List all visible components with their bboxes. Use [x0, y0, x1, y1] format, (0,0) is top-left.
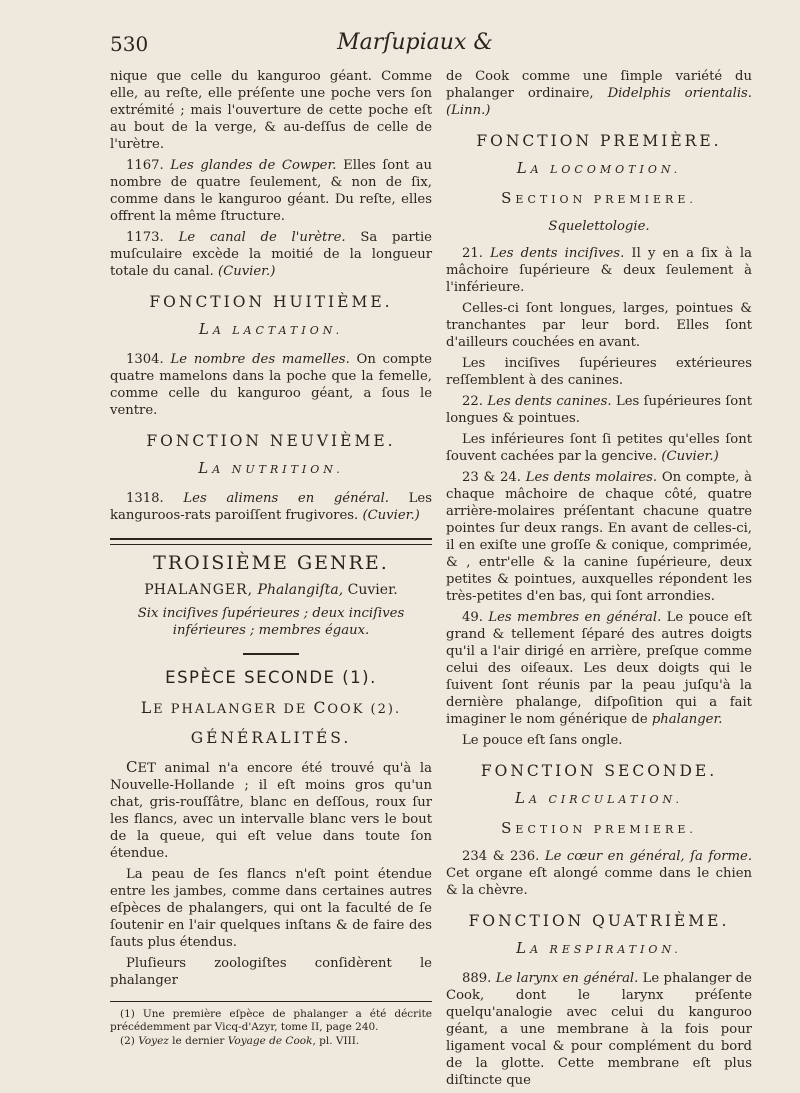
- genre-name-rest: HALANGER,: [153, 582, 254, 598]
- genre-description: Six inciſives ſupérieures ; deux inciſives inférieures ; membres égaux.: [137, 606, 405, 638]
- right-column: [446, 68, 752, 1093]
- fonction-heading: FONCTION SECONDE.: [480, 762, 718, 780]
- article-number: 49.: [462, 610, 483, 625]
- section-heading: [446, 820, 752, 838]
- genre-author: Cuvier.: [347, 582, 398, 598]
- subheading-rest: A LACTATION.: [212, 324, 344, 337]
- article-title: Les glandes de Cowper.: [170, 158, 337, 173]
- article-number: 23 & 24.: [462, 470, 521, 485]
- subheading-rest: A LOCOMOTION.: [530, 163, 682, 176]
- article-text: Sa partie muſculaire excède la moitié de la longueur totale du canal.: [110, 230, 432, 279]
- subheading-rest: A RESPIRATION.: [530, 943, 682, 956]
- genre-heading: TROISIÈME GENRE.: [153, 552, 389, 574]
- article-title: Les dents canines.: [487, 394, 612, 409]
- section-heading: [446, 190, 752, 208]
- section-rest: ECTION PREMIERE.: [515, 823, 697, 836]
- left-column: [110, 68, 432, 1049]
- subheading-cap: L: [516, 939, 531, 957]
- function-subheading: [110, 321, 432, 339]
- paragraph: [110, 351, 432, 419]
- citation: (Cuvier.): [362, 508, 420, 523]
- genre-latin-name: Phalangiſta,: [257, 582, 344, 598]
- paragraph: [110, 490, 432, 524]
- latin-name: Didelphis orientalis.: [607, 86, 753, 101]
- section-rule: [110, 538, 432, 545]
- running-head: [110, 26, 720, 56]
- article-title: Les dents molaires.: [525, 470, 658, 485]
- paragraph-text: Les inférieures ſont ſi petites qu'elles ſont ſouvent cachées par la gencive.: [446, 432, 752, 464]
- article-number: 1173.: [126, 230, 164, 245]
- footnote-text: Voyez: [138, 1035, 169, 1047]
- article-number: 1318.: [126, 491, 164, 506]
- section-cap: S: [501, 819, 516, 837]
- short-rule: [243, 653, 299, 655]
- title-rest: OOK (2).: [327, 702, 402, 717]
- article-title: Le nombre des mamelles.: [170, 352, 350, 367]
- article-text: Il y en a ſix à la mâchoire ſupérieure & deux ſeulement à l'inférieure.: [446, 246, 752, 295]
- latin-name: phalanger.: [651, 712, 723, 727]
- paragraph: [110, 759, 432, 862]
- article-text: Le pouce eſt grand & tellement ſéparé des autres doigts qu'il a l'air dirigé en arrière, preſque comme celui des oiſeaux. Les deux doigts qui le ſuivent ſont réunis par la peau juſqu'à la dernière phalange, diſpoſition qui a fait imaginer le nom générique de: [446, 610, 752, 727]
- article-text: On compte, à chaque mâchoire de chaque côté, quatre arrière-molaires préſentant chacune quatre pointes ſur deux rangs. En avant de celles-ci, il en exiſte une groſſe & conique, comprimée, & , entr'elle & la canine ſupérieure, deux petites & pointues, auxquelles répondent les très-petites d'en bas, qui ſont arrondies.: [446, 470, 752, 604]
- running-title: Marſupiaux &: [337, 30, 493, 55]
- article-text: Les ſupérieures ſont longues & pointues.: [446, 394, 752, 426]
- article-number: 22.: [462, 394, 483, 409]
- paragraph: Les inciſives ſupérieures extérieures reſſemblent à des canines.: [446, 356, 752, 388]
- fonction-heading: FONCTION QUATRIÈME.: [468, 912, 730, 930]
- article-text: Cet organe eſt alongé comme dans le chien & la chèvre.: [446, 866, 752, 898]
- subheading-cap: L: [516, 159, 531, 177]
- footnote: [110, 1035, 432, 1048]
- article-number: 889.: [462, 971, 492, 986]
- article-text: On compte quatre mamelons dans la poche que la femelle, comme celle du kanguroo géant, a ſous le ventre.: [110, 352, 432, 418]
- footnote-text: le dernier: [168, 1035, 228, 1047]
- subheading-rest: A NUTRITION.: [212, 463, 344, 476]
- paragraph: [446, 469, 752, 605]
- footnote: (1) Une première eſpèce de phalanger a été décrite précédemment par Vicq-d'Azyr, tome II, page 240.: [110, 1008, 432, 1033]
- citation: (Cuvier.): [661, 449, 719, 464]
- title-cap: L: [140, 699, 154, 717]
- paragraph: Celles-ci ſont longues, larges, pointues & tranchantes par leur bord. Elles ſont d'ailleurs couchées en avant.: [446, 301, 752, 350]
- paragraph: [446, 609, 752, 728]
- subsection-heading: Squelettologie.: [548, 219, 650, 234]
- footnote-text: Voyage de Cook: [227, 1035, 313, 1047]
- footnote-rule: [110, 1001, 432, 1002]
- espece-heading: ESPÈCE SECONDE (1).: [165, 668, 377, 687]
- section-cap: S: [501, 189, 516, 207]
- subheading-cap: L: [198, 459, 213, 477]
- article-title: Le cœur en général, ſa forme.: [544, 849, 753, 864]
- section-rest: ECTION PREMIERE.: [515, 193, 697, 206]
- function-subheading: [446, 790, 752, 808]
- paragraph: [446, 245, 752, 296]
- paragraph: [446, 970, 752, 1089]
- article-number: 21.: [462, 246, 483, 261]
- article-number: 1167.: [126, 158, 164, 173]
- article-title: Les alimens en général.: [183, 491, 389, 506]
- paragraph: [110, 229, 432, 280]
- article-title: Le canal de l'urètre.: [178, 230, 346, 245]
- function-subheading: [446, 940, 752, 958]
- article-title: Les membres en général.: [488, 610, 662, 625]
- footnote-text: , pl. VIII.: [312, 1035, 360, 1047]
- genre-name: [110, 582, 432, 599]
- species-title: [110, 700, 432, 718]
- article-text: Le phalanger de Cook, dont le larynx préſente quelqu'analogie avec celui du kanguroo géant, a une membrane à la fois pour ligament vocal & pour complément du bord de la glotte. Cette membrane eſt plus diſtincte que: [446, 971, 752, 1088]
- article-text: Les kanguroos-rats paroiſſent frugivores.: [110, 491, 432, 523]
- footnote-marker: (2): [120, 1035, 139, 1047]
- subheading-cap: L: [515, 789, 530, 807]
- initial-cap: C: [126, 758, 138, 776]
- paragraph: [446, 431, 752, 465]
- article-text: Elles ſont au nombre de quatre ſeulement, & non de ſix, comme dans le kanguroo géant. Du reſte, elles offrent la même ſtructure.: [110, 158, 432, 224]
- paragraph: La peau de ſes flancs n'eſt point étendue entre les jambes, comme dans certaines autres eſpèces de phalangers, qui ont la faculté de ſe ſoutenir en l'air quelques inſtans & de faire des ſauts plus étendus.: [110, 867, 432, 950]
- fonction-heading: FONCTION NEUVIÈME.: [146, 432, 396, 450]
- paragraph: Le pouce eſt ſans ongle.: [462, 733, 623, 748]
- citation: (Linn.): [446, 103, 491, 118]
- paragraph: Pluſieurs zoologiſtes conſidèrent le phalanger: [110, 956, 432, 988]
- fonction-heading: FONCTION HUITIÈME.: [149, 293, 393, 311]
- article-title: Le larynx en général.: [495, 971, 639, 986]
- paragraph-text: ET animal n'a encore été trouvé qu'à la Nouvelle-Hollande ; il eſt moins gros qu'un chat, gris-rouſſâtre, blanc en deſſous, roux ſur les flancs, avec un intervalle blanc vers le bout de la queue, qui eſt velue dans toute ſon étendue.: [110, 761, 432, 861]
- fonction-heading: FONCTION PREMIÈRE.: [476, 132, 722, 150]
- paragraph: [446, 848, 752, 899]
- article-title: Les dents inciſives.: [490, 246, 625, 261]
- paragraph: nique que celle du kanguroo géant. Comme elle, au reſte, elle préſente une poche vers ſon extrémité ; mais l'ouverture de cette poche eſt au bout de la verge, & au-deſſus de celle de l'urètre.: [110, 69, 432, 152]
- subheading-cap: L: [198, 320, 213, 338]
- subheading-rest: A CIRCULATION.: [529, 793, 683, 806]
- citation: (Cuvier.): [217, 264, 276, 279]
- paragraph-text: de Cook comme une ſimple variété du phalanger ordinaire,: [446, 69, 752, 101]
- function-subheading: [110, 460, 432, 478]
- genre-name-cap: P: [144, 582, 154, 598]
- paragraph: [110, 157, 432, 225]
- paragraph: [446, 68, 752, 119]
- article-number: 1304.: [126, 352, 164, 367]
- page-number: 530: [110, 32, 149, 56]
- title-rest: E PHALANGER DE: [153, 702, 314, 717]
- generalites-heading: GÉNÉRALITÉS.: [190, 729, 352, 747]
- title-cap: C: [313, 699, 328, 717]
- article-number: 234 & 236.: [462, 849, 540, 864]
- paragraph: [446, 393, 752, 427]
- function-subheading: [446, 160, 752, 178]
